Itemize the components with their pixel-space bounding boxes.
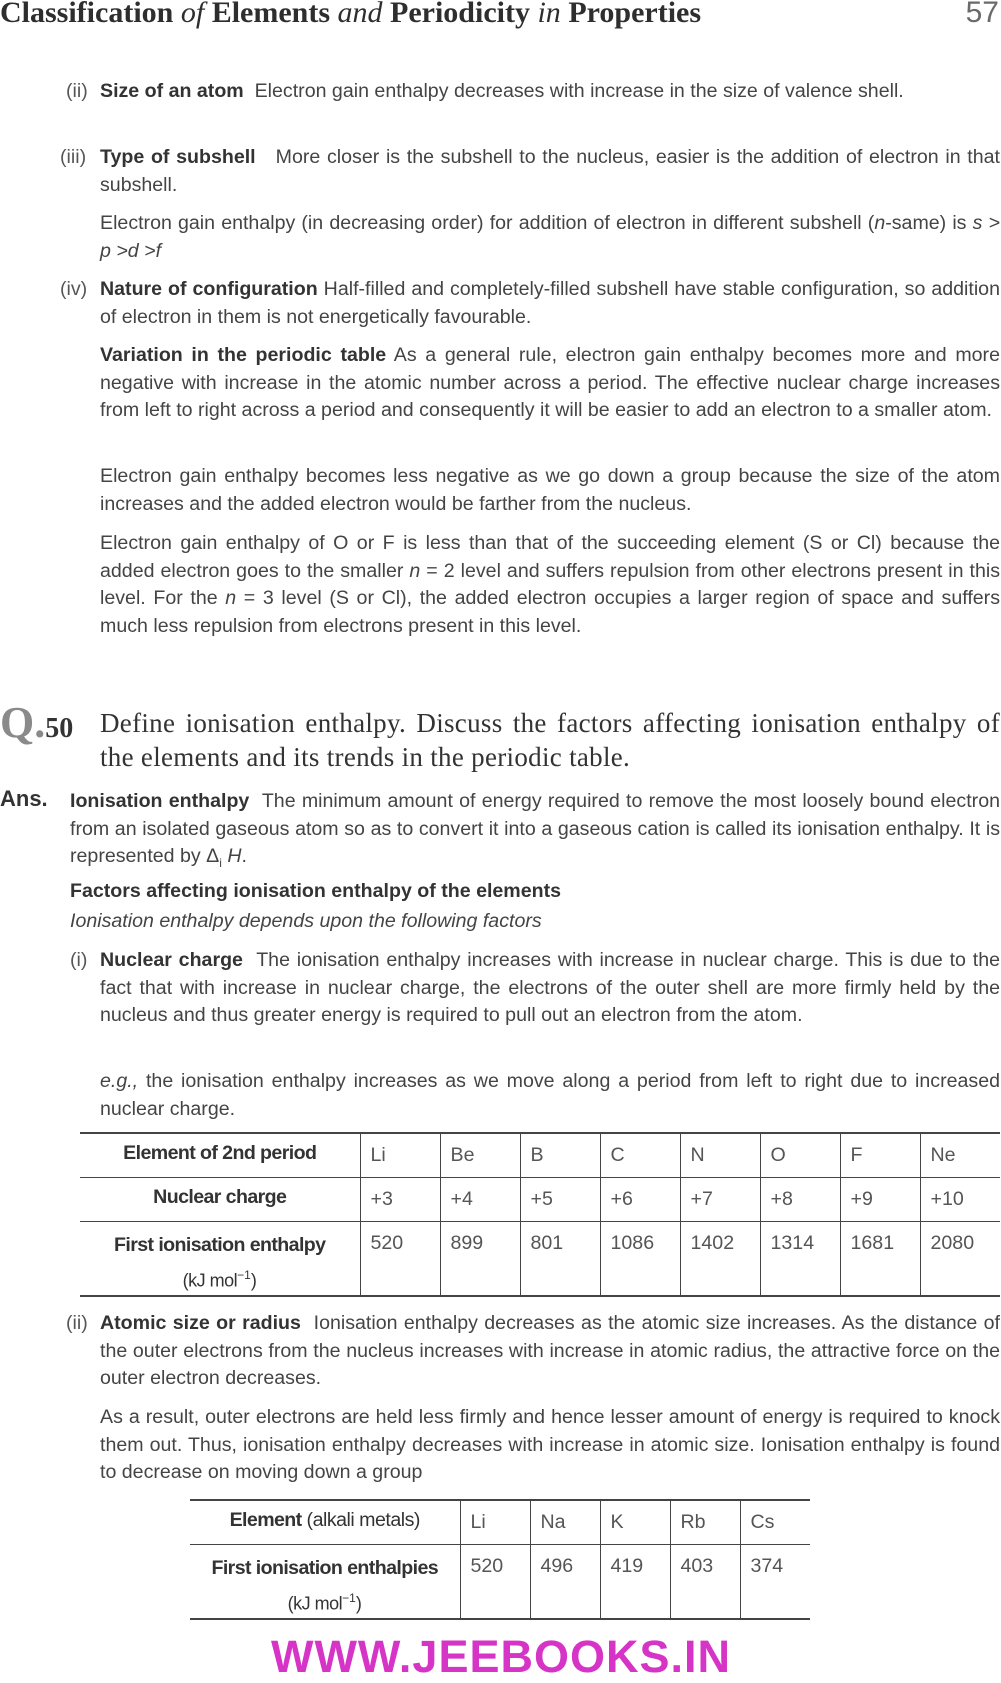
chapter-title: Classification of Elements and Periodicity in Properties xyxy=(0,0,702,29)
answer-definition: Ionisation enthalpy The minimum amount of energy required to remove the most loosely bound electron from an isolated gaseous atom so as to convert it into a gaseous cation is called its ionisation enthalpy. It is represented by $\Delta_i$ H. xyxy=(70,790,1000,870)
table-cell: Na xyxy=(530,1500,600,1544)
table-cell: K xyxy=(600,1500,670,1544)
second-period-table xyxy=(80,1132,1000,1297)
group-trend-paragraph: Electron gain enthalpy becomes less negative as we go down a group because the size of the atom increases and the added electron would be farther from the nucleus. xyxy=(100,465,1000,515)
oxygen-fluorine-paragraph: Electron gain enthalpy of O or F is less than that of the succeeding element (S or Cl) because the added electron goes to the smaller n = 2 level and suffers repulsion from other electrons present in this level. For the n = 3 level (S or Cl), the added electron occupies a larger region of space and suffers much less repulsion from electrons present in this level. xyxy=(100,532,1000,637)
question-number: Q.50 xyxy=(0,698,74,747)
table-cell: 520 xyxy=(360,1221,440,1296)
table-cell: O xyxy=(760,1133,840,1177)
table-cell: Ne xyxy=(920,1133,1000,1177)
factors-subheading: Ionisation enthalpy depends upon the following factors xyxy=(70,910,542,932)
table-cell: +5 xyxy=(520,1177,600,1221)
table-cell: Rb xyxy=(670,1500,740,1544)
table-cell: 899 xyxy=(440,1221,520,1296)
table-cell: +9 xyxy=(840,1177,920,1221)
table-cell: Be xyxy=(440,1133,520,1177)
table-cell: +3 xyxy=(360,1177,440,1221)
table-cell: C xyxy=(600,1133,680,1177)
row-label: First ionisation enthalpies (kJ mol$^{-1}$) xyxy=(190,1544,460,1619)
table-cell: Li xyxy=(360,1133,440,1177)
table-cell: 2080 xyxy=(920,1221,1000,1296)
factor-atomic-size: Atomic size or radius Ionisation enthalpy decreases as the atomic size increases. As the distance of the outer electrons from the nucleus increases with increase in atomic radius, the attractive force on the outer electron decreases. xyxy=(100,1312,1001,1389)
subshell-order-note: Electron gain enthalpy (in decreasing order) for addition of electron in different subshell (n-same) is s > p >d >f xyxy=(100,212,1000,262)
table-cell: 1314 xyxy=(760,1221,840,1296)
item-nature-of-configuration: Nature of configuration Half-filled and completely-filled subshell have stable configuration, so addition of electron in them is not energetically favourable. xyxy=(100,278,1000,328)
factors-heading: Factors affecting ionisation enthalpy of the elements xyxy=(70,880,562,902)
site-watermark: WWW.JEEBOOKS.IN xyxy=(270,1631,731,1682)
atomic-size-paragraph: As a result, outer electrons are held less firmly and hence lesser amount of energy is required to knock them out. Thus, ionisation enthalpy decreases with increase in atomic size. Ionisation enthalpy is found to decrease on moving down a group xyxy=(100,1406,1000,1483)
answer-label: Ans. xyxy=(0,786,48,811)
item-number: (ii) xyxy=(66,1312,88,1334)
item-number: (iv) xyxy=(60,278,88,300)
table-row xyxy=(80,1221,1000,1296)
running-header xyxy=(0,0,1001,36)
table-cell: +4 xyxy=(440,1177,520,1221)
table-cell: +10 xyxy=(920,1177,1000,1221)
row-label: First ionisation enthalpy (kJ mol$^{-1}$) xyxy=(80,1221,360,1296)
item-size-of-atom: Size of an atom Electron gain enthalpy decreases with increase in the size of valence shell. xyxy=(100,80,904,102)
table-cell: 801 xyxy=(520,1221,600,1296)
table-cell: F xyxy=(840,1133,920,1177)
row-label: Element (alkali metals) xyxy=(190,1500,460,1544)
table-row xyxy=(190,1500,810,1544)
table-cell: 496 xyxy=(530,1544,600,1619)
variation-paragraph: Variation in the periodic table As a general rule, electron gain enthalpy becomes more and more negative with increase in the atomic number across a period. The effective nuclear charge increases from left to right across a period and consequently it will be easier to add an electron to a smaller atom. xyxy=(100,344,1000,421)
table-cell: Cs xyxy=(740,1500,810,1544)
table-row xyxy=(80,1177,1000,1221)
alkali-metals-table xyxy=(190,1499,810,1620)
table-cell: 1681 xyxy=(840,1221,920,1296)
table-cell: 403 xyxy=(670,1544,740,1619)
table-cell: 1402 xyxy=(680,1221,760,1296)
table-cell: N xyxy=(680,1133,760,1177)
row-label: Nuclear charge xyxy=(80,1177,360,1221)
item-number: (ii) xyxy=(66,80,88,102)
table-cell: +6 xyxy=(600,1177,680,1221)
item-number: (i) xyxy=(70,949,88,971)
table-cell: 374 xyxy=(740,1544,810,1619)
table-cell: 520 xyxy=(460,1544,530,1619)
page-number: 57 xyxy=(965,0,999,29)
question-text: Define ionisation enthalpy. Discuss the factors affecting ionisation enthalpy of the elements and its trends in the periodic table. xyxy=(100,708,1000,772)
table-row xyxy=(190,1544,810,1619)
row-label: Element of 2nd period xyxy=(80,1133,360,1177)
nuclear-charge-example: e.g., the ionisation enthalpy increases as we move along a period from left to right due to increased nuclear charge. xyxy=(100,1070,1000,1120)
item-type-of-subshell: Type of subshell More closer is the subshell to the nucleus, easier is the addition of electron in that subshell. xyxy=(100,146,1000,196)
table-cell: +8 xyxy=(760,1177,840,1221)
table-row xyxy=(80,1133,1000,1177)
table-cell: +7 xyxy=(680,1177,760,1221)
factor-nuclear-charge: Nuclear charge The ionisation enthalpy increases with increase in nuclear charge. This is due to the fact that with increase in nuclear charge, the electrons of the outer shell are more firmly held by the nucleus and thus greater energy is required to pull out an electron from the atom. xyxy=(100,949,1000,1026)
table-cell: 419 xyxy=(600,1544,670,1619)
table-cell: B xyxy=(520,1133,600,1177)
table-cell: Li xyxy=(460,1500,530,1544)
table-cell: 1086 xyxy=(600,1221,680,1296)
item-number: (iii) xyxy=(60,146,87,168)
